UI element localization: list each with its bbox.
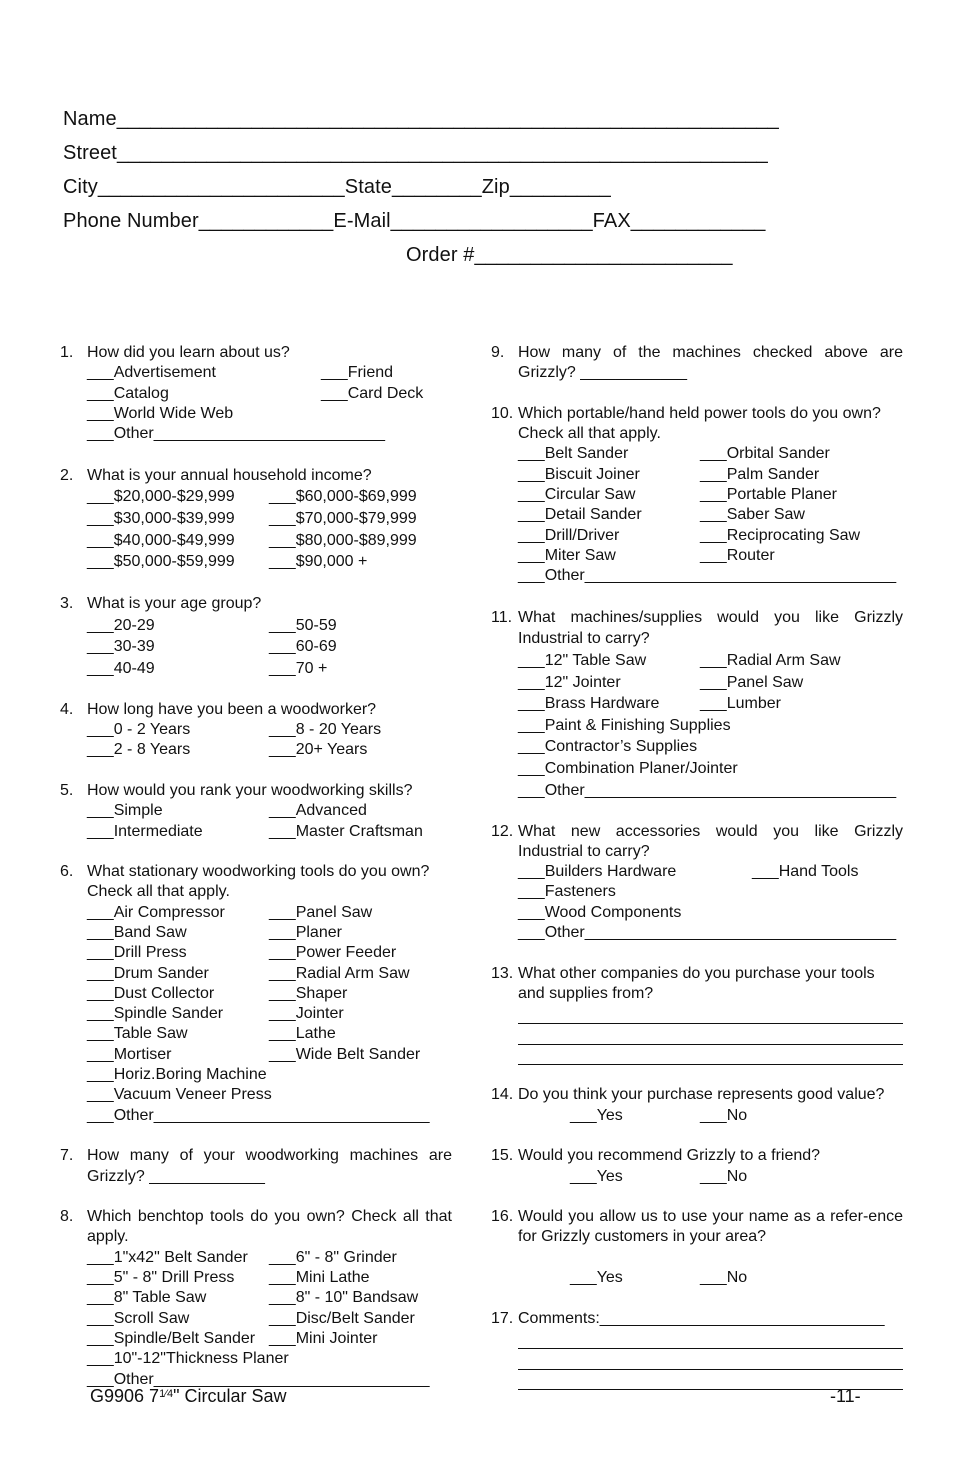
option-row [518,1167,903,1187]
checkbox-option[interactable]: ___Other___________________________________ [518,781,897,799]
option-row [87,424,452,444]
checkbox-option[interactable]: ___Intermediate [87,822,203,840]
question-number: 4. [60,700,74,718]
checkbox-option[interactable]: ___Belt Sander [518,445,629,463]
option-row [518,736,903,758]
survey-right-column [491,343,903,1410]
checkbox-option[interactable]: ___30-39 [87,638,155,656]
spacer [269,1065,273,1085]
checkbox-option[interactable]: ___Circular Saw [518,486,636,504]
checkbox-option[interactable]: ___Mortiser [87,1045,172,1063]
checkbox-option[interactable]: ___Fasteners [518,883,616,901]
question-7 [60,1146,452,1187]
option-row [87,1004,452,1024]
checkbox-option[interactable]: ___Detail Sander [518,506,642,524]
question-text: How did you learn about us? [87,344,290,361]
spacer [700,780,704,802]
option-row [87,720,452,740]
name-field[interactable]: Name___________________________________________________________ [63,108,779,130]
checkbox-option[interactable]: ___Other___________________________________ [518,923,897,941]
question-number: 14. [491,1086,514,1104]
checkbox-option[interactable]: ___$30,000-$39,999 [87,509,235,527]
question-text: Would you recommend Grizzly to a friend? [518,1147,821,1165]
option-row [87,530,452,552]
checkbox-option[interactable]: ___Drill Press [87,944,187,962]
option-row [518,693,903,715]
option-row [87,1329,452,1349]
spacer [700,566,704,586]
option-row [87,1288,452,1308]
checkbox-option[interactable]: ___Hand Tools [752,863,859,881]
checkbox-option[interactable]: ___Power Feeder [269,944,397,962]
checkbox-option[interactable]: ___40-49 [87,659,155,677]
checkbox-option[interactable]: ___Paint & Finishing Supplies [518,716,731,734]
question-number: 9. [491,344,505,361]
question-number: 6. [60,863,74,881]
option-row [87,658,452,680]
checkbox-option[interactable]: ___Advanced [269,802,367,820]
question-text: What stationary woodworking tools do you own? Check all that apply. [87,863,430,901]
spacer [269,1085,273,1105]
checkbox-option[interactable]: ___Scroll Saw [87,1309,190,1327]
question-number: 17. [491,1309,514,1327]
spacer [700,715,704,737]
checkbox-option[interactable]: ___$50,000-$59,999 [87,553,235,571]
checkbox-option[interactable]: ___10"-12"Thickness Planer [87,1350,289,1368]
option-row [87,1268,452,1288]
phone-email-fax-field[interactable]: Phone Number____________E-Mail__________________FAX____________ [63,210,766,232]
option-row [87,486,452,508]
option-row [518,882,903,902]
question-6 [60,862,452,1126]
question-text: What other companies do you purchase your tools and supplies from? [518,964,875,1002]
option-row [87,903,452,923]
checkbox-option[interactable]: ___Drill/Driver [518,526,620,544]
option-row [87,1045,452,1065]
option-row [87,1024,452,1044]
question-number: 16. [491,1208,514,1226]
checkbox-option[interactable]: ___70 + [269,659,328,677]
checkbox-option[interactable]: ___Drum Sander [87,964,209,982]
checkbox-option[interactable]: ___12" Table Saw [518,652,647,670]
checkbox-option[interactable]: ___Radial Arm Saw [269,964,410,982]
option-row [87,615,452,637]
question-5 [60,781,452,842]
answer-line[interactable] [518,1024,903,1044]
checkbox-option[interactable]: ___Other_______________________________ [87,1370,430,1388]
question-number: 5. [60,781,74,799]
checkbox-option[interactable]: ___Other_______________________________ [87,1106,430,1124]
spacer [752,882,756,902]
order-number-field[interactable]: Order #_______________________ [406,244,733,266]
checkbox-option[interactable]: ___Wood Components [518,903,682,921]
checkbox-option[interactable]: ___20+ Years [269,741,368,759]
checkbox-option[interactable]: ___Panel Saw [700,673,804,691]
street-field[interactable]: Street__________________________________________________________ [63,142,768,164]
checkbox-option[interactable]: ___Advertisement [87,364,216,382]
question-text: What is your age group? [87,595,262,613]
question-9 [491,343,903,384]
checkbox-option[interactable]: ___Spindle/Belt Sander [87,1329,256,1347]
question-11 [491,607,903,801]
question-13 [491,964,903,1065]
checkbox-option[interactable]: ___Other__________________________ [87,425,386,443]
checkbox-option[interactable]: ___Palm Sander [700,465,820,483]
checkbox-option[interactable]: ___Portable Planer [700,486,837,504]
option-row [87,822,452,842]
checkbox-option[interactable]: ___$70,000-$79,999 [269,509,417,527]
question-12 [491,822,903,944]
survey-left-column [60,343,452,1410]
option-row [518,566,903,586]
spacer [752,903,756,923]
option-row [87,1085,452,1105]
checkbox-option[interactable]: ___60-69 [269,638,337,656]
question-14 [491,1085,903,1126]
checkbox-option[interactable]: ___Vacuum Veneer Press [87,1086,272,1104]
spacer [752,923,756,943]
checkbox-option[interactable]: ___Miter Saw [518,546,616,564]
option-row [518,1106,903,1126]
question-number: 7. [60,1147,74,1165]
question-number: 10. [491,404,514,422]
question-10 [491,404,903,587]
question-text: Would you allow us to use your name as a refer-ence for Grizzly customers in your area? [518,1208,903,1246]
option-row [518,465,903,485]
footer-fraction: 1⁄4 [159,1388,174,1400]
spacer [700,736,704,758]
page-number: -11- [830,1386,861,1406]
checkbox-option[interactable]: ___Band Saw [87,923,187,941]
checkbox-option[interactable]: ___No [700,1167,748,1185]
checkbox-option[interactable]: ___Horiz.Boring Machine [87,1066,267,1084]
option-row [518,715,903,737]
question-15 [491,1146,903,1187]
checkbox-option[interactable]: ___2 - 8 Years [87,741,191,759]
question-text: What new accessories would you like Grizzly Industrial to carry? [518,822,903,860]
checkbox-option[interactable]: ___20-29 [87,616,155,634]
checkbox-option[interactable]: ___1"x42" Belt Sander [87,1248,248,1266]
question-text: Which benchtop tools do you own? Check all that apply. [87,1208,452,1246]
question-2 [60,465,452,573]
checkbox-option[interactable]: ___Combination Planer/Jointer [518,760,738,778]
checkbox-option[interactable]: ___$80,000-$89,999 [269,531,417,549]
checkbox-option[interactable]: ___$60,000-$69,999 [269,488,417,506]
option-row [87,551,452,573]
question-text: Comments:________________________________ [518,1309,885,1327]
checkbox-option[interactable]: ___Brass Hardware [518,695,660,713]
checkbox-option[interactable]: ___8" - 10" Bandsaw [269,1289,419,1307]
checkbox-option[interactable]: ___Reciprocating Saw [700,526,861,544]
answer-line[interactable] [518,1004,903,1024]
option-row [87,384,452,404]
checkbox-option[interactable]: ___Table Saw [87,1025,188,1043]
city-state-zip-field[interactable]: City______________________State________Zip_________ [63,176,611,198]
checkbox-option[interactable]: ___World Wide Web [87,404,234,422]
checkbox-option[interactable]: ___Contractor’s Supplies [518,738,698,756]
question-number: 8. [60,1208,74,1226]
answer-line[interactable] [518,1045,903,1065]
option-row [518,780,903,802]
option-row [87,923,452,943]
checkbox-option[interactable]: ___Wide Belt Sander [269,1045,421,1063]
option-row [87,1248,452,1268]
option-row [87,1065,452,1085]
option-row [87,984,452,1004]
checkbox-option[interactable]: ___Disc/Belt Sander [269,1309,415,1327]
checkbox-option[interactable]: ___$40,000-$49,999 [87,531,235,549]
checkbox-option[interactable]: ___Dust Collector [87,984,215,1002]
option-row [518,903,903,923]
question-text: Do you think your purchase represents good value? [518,1086,885,1104]
checkbox-option[interactable]: ___5" - 8" Drill Press [87,1269,235,1287]
checkbox-option[interactable]: ___Orbital Sander [700,445,830,463]
option-row [518,862,903,882]
checkbox-option[interactable]: ___Planer [269,923,342,941]
option-row [87,1309,452,1329]
checkbox-option[interactable]: ___Yes [570,1106,623,1124]
checkbox-option[interactable]: ___Builders Hardware [518,863,677,881]
checkbox-option[interactable]: ___Master Craftsman [269,822,423,840]
question-3 [60,593,452,679]
question-text: What machines/supplies would you like Grizzly Industrial to carry? [518,608,903,648]
checkbox-option[interactable]: ___8 - 20 Years [269,721,382,739]
spacer [700,1248,704,1268]
question-text: Which portable/hand held power tools do you own? Check all that apply. [518,404,881,443]
answer-line[interactable] [518,1329,903,1349]
question-text: How many of the machines checked above are Grizzly? ____________ [518,344,903,382]
option-row [87,1106,452,1126]
option-row [518,1248,903,1268]
checkbox-option[interactable]: ___Spindle Sander [87,1005,224,1023]
question-text: How many of your woodworking machines are Grizzly? _____________ [87,1147,452,1185]
option-row [87,964,452,984]
question-8 [60,1207,452,1390]
spacer [269,1106,273,1126]
question-16 [491,1207,903,1288]
option-row [87,636,452,658]
checkbox-option[interactable]: ___Other___________________________________ [518,567,897,585]
option-row [87,363,452,383]
question-number: 2. [60,466,74,484]
option-row [518,526,903,546]
checkbox-option[interactable]: ___Radial Arm Saw [700,652,841,670]
checkbox-option[interactable]: ___12" Jointer [518,673,621,691]
question-17 [491,1309,903,1390]
question-number: 13. [491,964,514,982]
question-1 [60,343,452,444]
option-row [518,650,903,672]
checkbox-option[interactable]: ___Mini Jointer [269,1329,378,1347]
question-4 [60,700,452,761]
checkbox-option[interactable]: ___Shaper [269,984,348,1002]
option-row [87,1349,452,1369]
option-row [87,508,452,530]
checkbox-option[interactable]: ___Lumber [700,695,781,713]
option-row [87,943,452,963]
checkbox-option[interactable]: ___Friend [321,364,394,382]
option-row [518,758,903,780]
spacer [321,424,325,444]
option-row [518,1268,903,1288]
checkbox-option[interactable]: ___Biscuit Joiner [518,465,640,483]
checkbox-option[interactable]: ___Catalog [87,384,169,402]
question-text: How would you rank your woodworking skills? [87,781,413,799]
option-row [87,740,452,760]
checkbox-option[interactable]: ___50-59 [269,616,337,634]
checkbox-option[interactable]: ___Saber Saw [700,506,805,524]
spacer [700,758,704,780]
checkbox-option[interactable]: ___Simple [87,802,163,820]
option-row [518,505,903,525]
checkbox-option[interactable]: ___Card Deck [321,384,424,402]
checkbox-option[interactable]: ___No [700,1269,748,1287]
checkbox-option[interactable]: ___$20,000-$29,999 [87,488,235,506]
footer-model: G9906 $7^{1⁄4}$" Circular Saw [90,1386,287,1406]
spacer [321,404,325,424]
checkbox-option[interactable]: ___Panel Saw [269,903,373,921]
answer-line[interactable] [518,1349,903,1369]
option-row [518,485,903,505]
checkbox-option[interactable]: ___No [700,1106,748,1124]
option-row [518,923,903,943]
checkbox-option[interactable]: ___0 - 2 Years [87,721,191,739]
question-number: 3. [60,595,74,613]
question-number: 12. [491,822,514,840]
checkbox-option[interactable]: ___Yes [570,1167,623,1185]
question-number: 11. [491,608,513,626]
question-number: 15. [491,1147,514,1165]
checkbox-option[interactable]: ___6" - 8" Grinder [269,1248,397,1266]
checkbox-option[interactable]: ___$90,000 + [269,553,368,571]
spacer [518,1248,700,1268]
option-row [518,672,903,694]
question-number: 1. [60,344,74,361]
question-text: What is your annual household income? [87,466,372,484]
option-row [518,444,903,464]
checkbox-option[interactable]: ___Mini Lathe [269,1269,370,1287]
option-row [87,404,452,424]
checkbox-option[interactable]: ___Yes [570,1269,623,1287]
checkbox-option[interactable]: ___Air Compressor [87,903,225,921]
checkbox-option[interactable]: ___Router [700,546,775,564]
checkbox-option[interactable]: ___Jointer [269,1005,344,1023]
option-row [87,801,452,821]
checkbox-option[interactable]: ___8" Table Saw [87,1289,207,1307]
spacer [269,1349,273,1369]
checkbox-option[interactable]: ___Lathe [269,1025,336,1043]
option-row [518,546,903,566]
question-text: How long have you been a woodworker? [87,700,377,718]
